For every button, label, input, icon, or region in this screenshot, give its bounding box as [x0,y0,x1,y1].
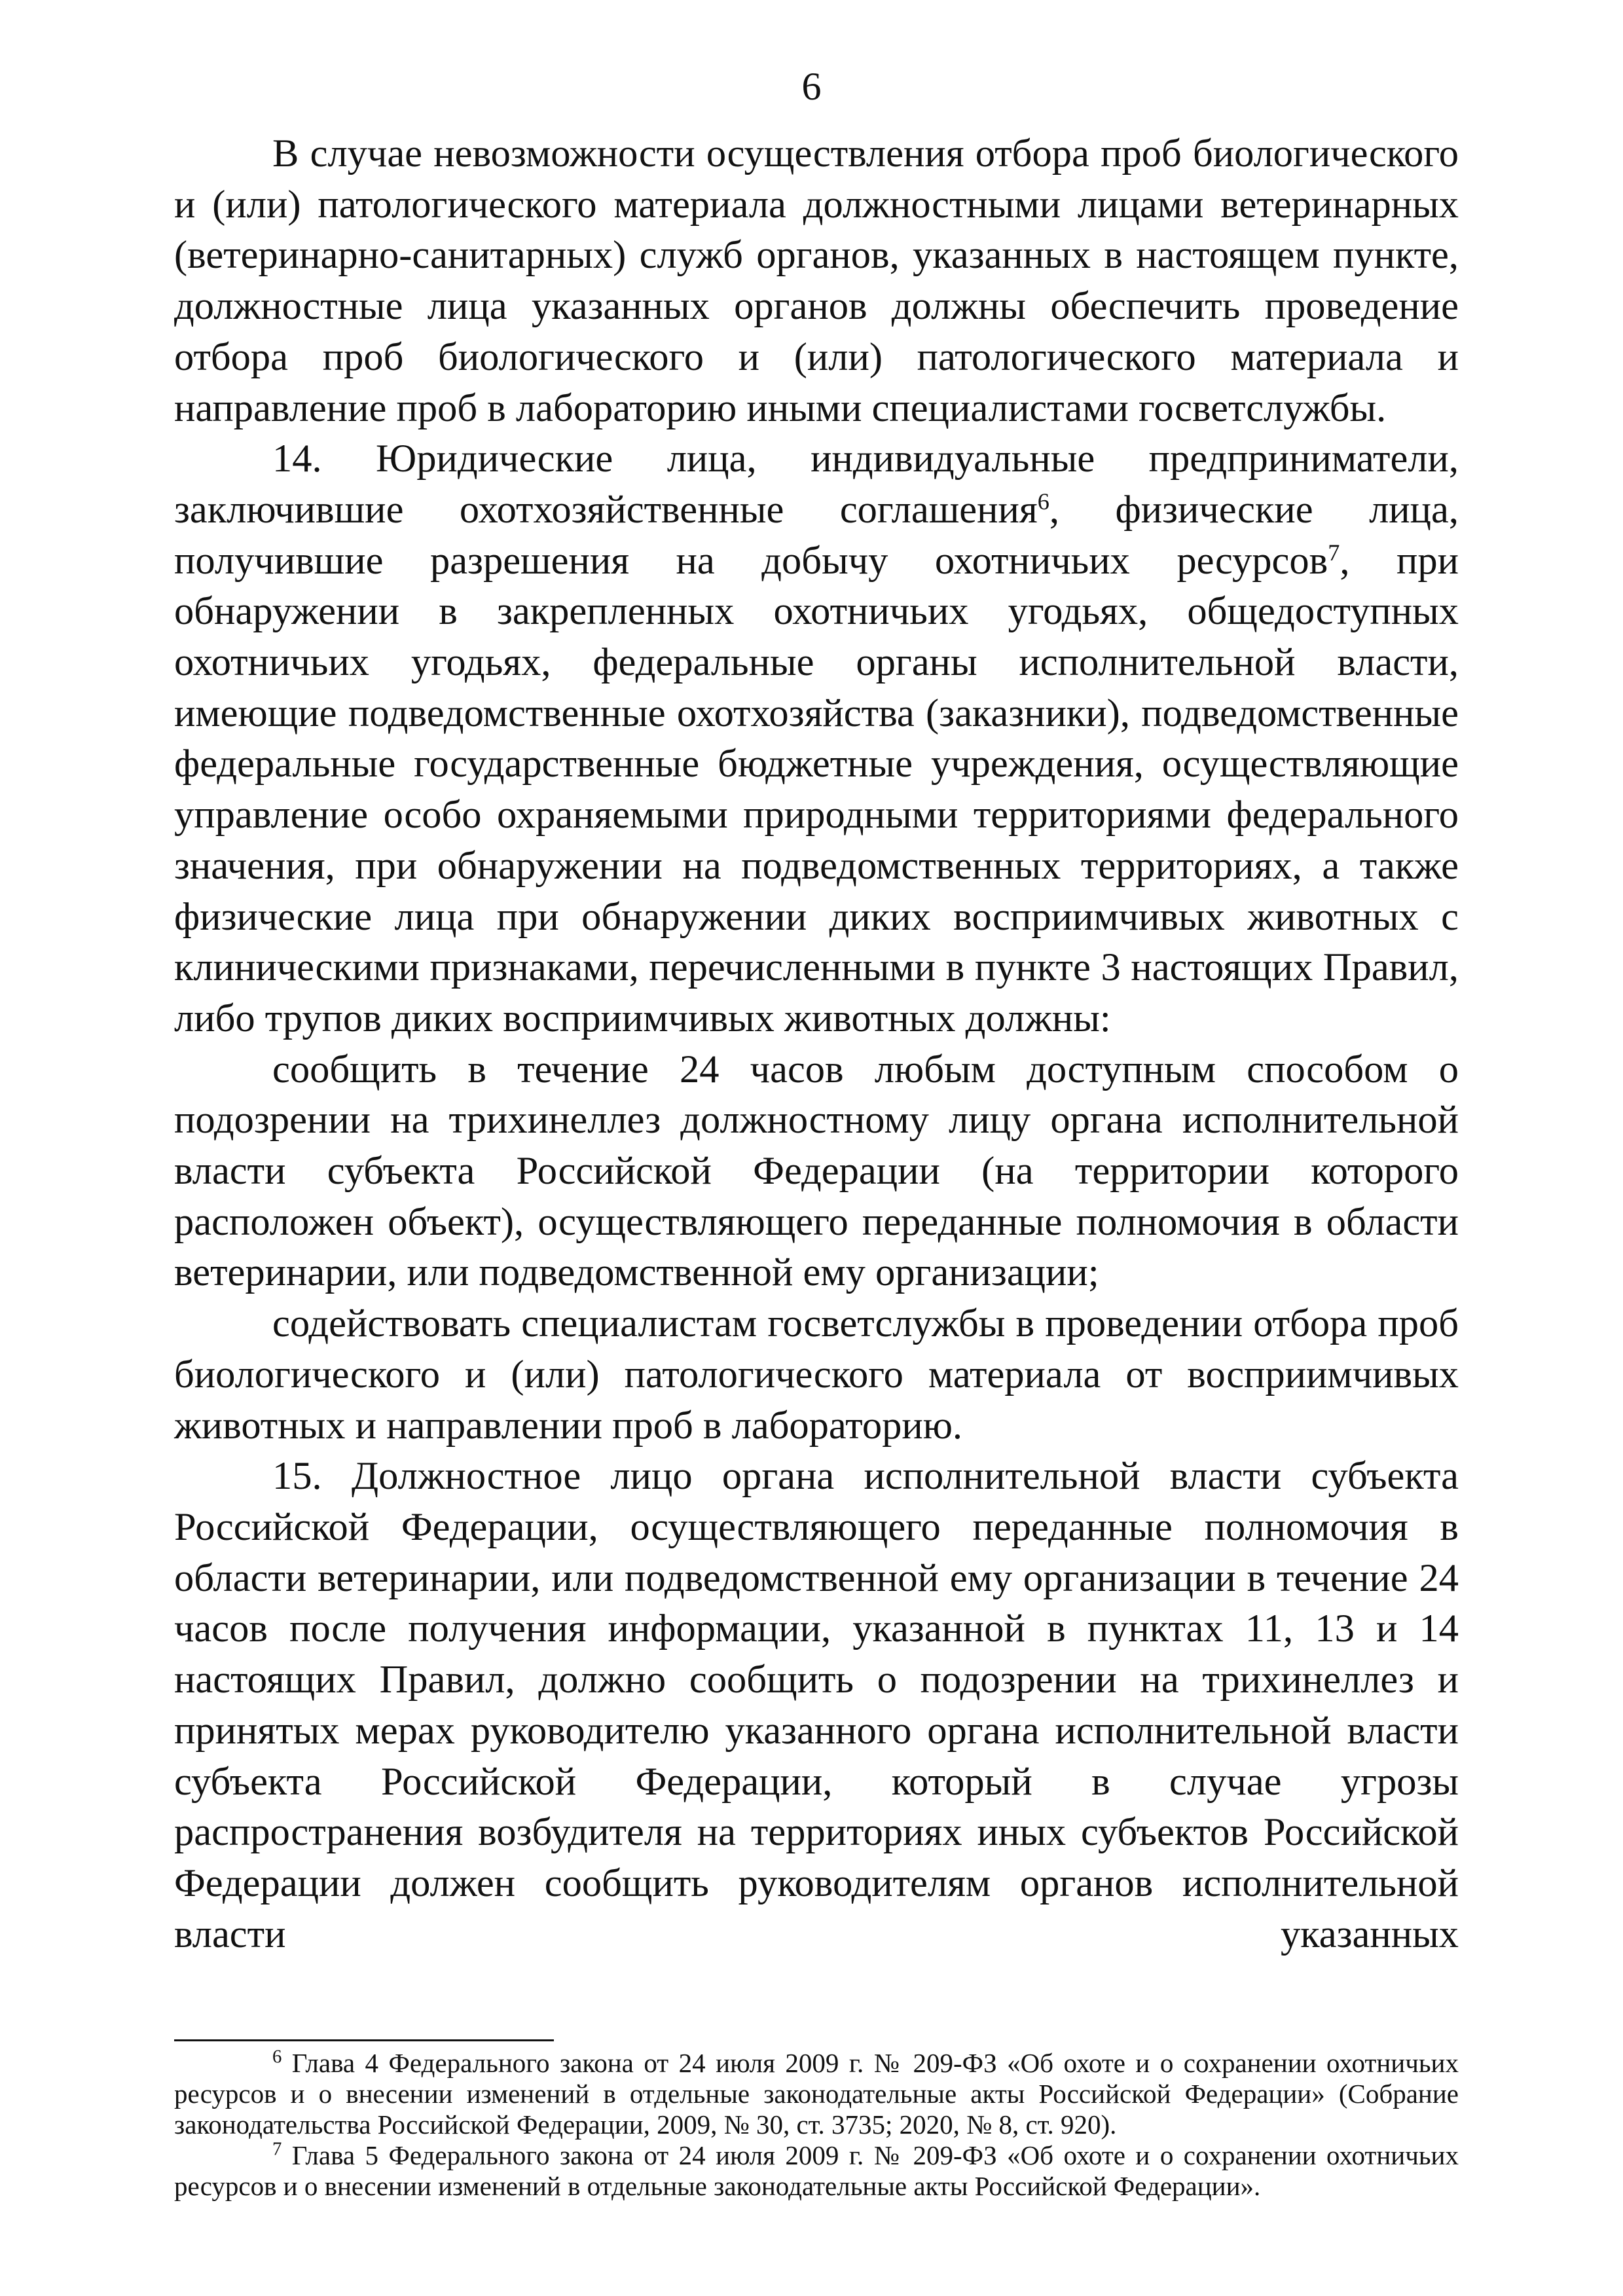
paragraph-14-text-part1: 14. Юридические лица, индивидуальные предприниматели, заключившие охотхозяйственные соглашения [174,437,1459,532]
page-number: 6 [801,65,822,108]
paragraph-15-official-duties: 15. Должностное лицо органа исполнительной власти субъекта Российской Федерации, осуществляющего переданные полномочия в области ветеринарии, или подведомственной ему организации в течение 24 часов после получения информации, указанной в пунктах 11, 13 и 14 настоящих Правил, должно сообщить о подозрении на трихинеллез и принятых мерах руководителю указанного органа исполнительной власти субъекта Российской Федерации, который в случае угрозы распространения возбудителя на территориях иных субъектов Российской Федерации должен сообщить руководителям органов исполнительной власти указанных [174,1454,1459,1956]
footnote-ref-6: 6 [1037,488,1049,515]
paragraph-14-text-part3: , при обнаружении в закрепленных охотничьих угодьях, общедоступных охотничьих угодьях, федеральные органы исполнительной власти, имеющие подведомственные охотхозяйства (заказники), подведомственные федеральные государственные бюджетные учреждения, осуществляющие управление особо охраняемыми природными территориями федерального значения, при обнаружении на подведомственных территориях, а также физические лица при обнаружении диких восприимчивых животных с клиническими признаками, перечисленными в пункте 3 настоящих Правил, либо трупов диких восприимчивых животных должны: [174,538,1459,1040]
paragraph-assist-specialists: содействовать специалистам госветслужбы в проведении отбора проб биологического и (или) патологического материала от восприимчивых животных и направлении проб в лабораторию. [174,1302,1459,1448]
paragraph-sampling-by-other-specialists: В случае невозможности осуществления отбора проб биологического и (или) патологического материала должностными лицами ветеринарных (ветеринарно-санитарных) служб органов, указанных в настоящем пункте, должностные лица указанных органов должны обеспечить проведение отбора проб биологического и (или) патологического материала и направление проб в лабораторию иными специалистами госветслужбы. [174,132,1459,430]
footnote-6-text: Глава 4 Федерального закона от 24 июля 2009 г. № 209-ФЗ «Об охоте и о сохранении охотничьих ресурсов и о внесении изменений в отдельные законодательные акты Российской Федерации» (Собрание законодательства Российской Федерации, 2009, № 30, ст. 3735; 2020, № 8, ст. 920). [174,2048,1459,2140]
footnote-6 [174,2048,1459,2140]
paragraph-14-text-part2: , физические лица, получившие разрешения на добычу охотничьих ресурсов [174,487,1459,583]
footnote-7 [174,2140,1459,2202]
footnote-mark-6: 6 [272,2046,282,2068]
document-body [174,128,1459,1959]
footnote-separator [174,2039,554,2041]
footnotes [174,2048,1459,2202]
footnote-mark-7: 7 [272,2138,282,2160]
paragraph-report-within-24-hours: сообщить в течение 24 часов любым доступным способом о подозрении на трихинеллез должностному лицу органа исполнительной власти субъекта Российской Федерации (на территории которого расположен объект), осуществляющего переданные полномочия в области ветеринарии, или подведомственной ему организации; [174,1047,1459,1295]
footnote-7-text: Глава 5 Федерального закона от 24 июля 2009 г. № 209-ФЗ «Об охоте и о сохранении охотничьих ресурсов и о внесении изменений в отдельные законодательные акты Российской Федерации». [174,2140,1459,2201]
footnote-ref-7: 7 [1328,539,1340,566]
paragraph-14-obligations [174,433,1459,1044]
